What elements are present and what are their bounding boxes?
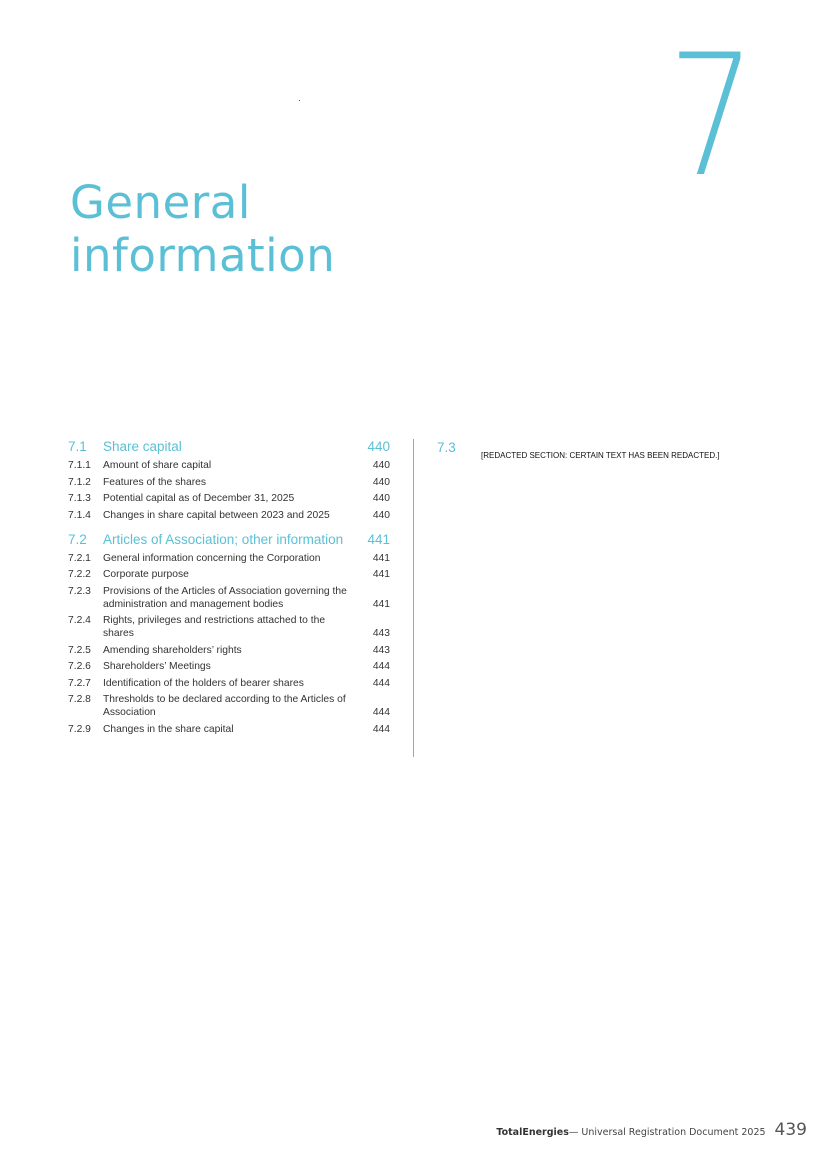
- toc-entry-page: 444: [372, 707, 390, 718]
- toc-entry-label: Rights, privileges and restrictions attached to the shares: [103, 615, 326, 639]
- stray-mark: [299, 100, 300, 101]
- toc-entry-page: 441: [372, 552, 390, 564]
- toc-entry-number: 7.1.3: [68, 493, 91, 504]
- toc-entry-label: Amount of share capital: [103, 460, 212, 471]
- chapter-title-line-2: information: [70, 229, 336, 282]
- toc-entry[interactable]: [68, 552, 390, 565]
- toc-entry-page: 444: [372, 661, 390, 672]
- toc-entry[interactable]: [68, 459, 390, 472]
- toc-section-7-2-items: [68, 552, 390, 736]
- column-divider: [413, 439, 414, 757]
- toc-entry-page: 440: [372, 476, 390, 488]
- toc-section-label: Articles of Association; other information: [103, 531, 344, 547]
- toc-entry-label: Identification of the holders of bearer shares: [103, 677, 304, 689]
- toc-entry-label: Amending shareholders’ rights: [103, 644, 242, 656]
- toc-section-page: 440: [367, 439, 390, 454]
- page-number: 439: [774, 1120, 807, 1140]
- toc-entry-page: 441: [372, 569, 390, 580]
- footer-brand: TotalEnergies: [496, 1127, 569, 1138]
- toc-entry[interactable]: [68, 660, 390, 673]
- toc-entry-label: Corporate purpose: [103, 569, 189, 580]
- toc-entry-number: 7.2.6: [68, 661, 91, 672]
- toc-entry-label: General information concerning the Corporation: [103, 552, 321, 564]
- toc-entry[interactable]: [68, 723, 390, 736]
- toc-entry-number: 7.1.2: [68, 476, 91, 488]
- toc-entry-label: Changes in share capital between 2023 and 2025: [103, 509, 330, 521]
- toc-section-number: 7.1: [68, 439, 87, 454]
- toc-entry-page: 440: [372, 493, 390, 504]
- toc-entry-number: 7.1.4: [68, 509, 91, 521]
- toc-entry-page: 443: [372, 628, 390, 639]
- page-footer: [496, 1120, 807, 1140]
- toc-section-number: 7.2: [68, 531, 87, 547]
- toc-entry[interactable]: [68, 492, 390, 505]
- toc-entry-number: 7.2.8: [68, 694, 91, 705]
- toc-entry-number: 7.2.9: [68, 723, 91, 735]
- toc-section-7-1[interactable]: [68, 439, 390, 455]
- toc-entry-label: Shareholders’ Meetings: [103, 661, 211, 672]
- toc-entry-label: Potential capital as of December 31, 2025: [103, 493, 295, 504]
- toc-entry-page: 440: [372, 509, 390, 521]
- toc-entry-number: 7.2.1: [68, 552, 91, 564]
- toc-section-7-2[interactable]: [68, 532, 390, 548]
- toc-entry-label: Features of the shares: [103, 476, 207, 488]
- toc-entry[interactable]: [68, 476, 390, 489]
- toc-entry-page: 444: [372, 677, 390, 689]
- toc-entry-number: 7.2.7: [68, 677, 91, 689]
- chapter-number: 7: [668, 18, 756, 214]
- chapter-title-line-1: General: [70, 176, 251, 229]
- toc-entry[interactable]: [68, 677, 390, 690]
- toc-entry[interactable]: [68, 644, 390, 657]
- toc-entry-page: 443: [372, 644, 390, 656]
- table-of-contents: [68, 439, 390, 739]
- toc-section-page: 441: [367, 531, 390, 547]
- toc-section-label: Share capital: [103, 439, 182, 454]
- redacted-notice: [REDACTED SECTION: CERTAIN TEXT HAS BEEN REDACTED.]: [481, 451, 720, 460]
- toc-entry-page: 441: [372, 598, 390, 610]
- toc-entry[interactable]: [68, 614, 390, 640]
- toc-entry-label: Thresholds to be declared according to the Articles of Association: [103, 694, 346, 718]
- toc-entry[interactable]: [68, 585, 390, 611]
- footer-document-title: — Universal Registration Document 2025: [568, 1127, 766, 1138]
- toc-entry-page: 440: [372, 460, 390, 471]
- toc-entry[interactable]: [68, 568, 390, 581]
- toc-section-7-1-items: [68, 459, 390, 522]
- toc-section-7-3-number[interactable]: 7.3: [437, 440, 456, 455]
- toc-entry-number: 7.1.1: [68, 460, 91, 471]
- toc-entry-number: 7.2.3: [68, 585, 91, 597]
- toc-entry-number: 7.2.4: [68, 615, 91, 626]
- toc-entry-number: 7.2.2: [68, 569, 91, 580]
- toc-entry-label: Changes in the share capital: [103, 723, 234, 735]
- chapter-title: [70, 176, 335, 282]
- toc-entry-label: Provisions of the Articles of Association governing the administration and management bodies: [103, 585, 347, 610]
- toc-entry[interactable]: [68, 693, 390, 719]
- toc-entry[interactable]: [68, 509, 390, 522]
- toc-entry-number: 7.2.5: [68, 644, 91, 656]
- toc-entry-page: 444: [372, 723, 390, 735]
